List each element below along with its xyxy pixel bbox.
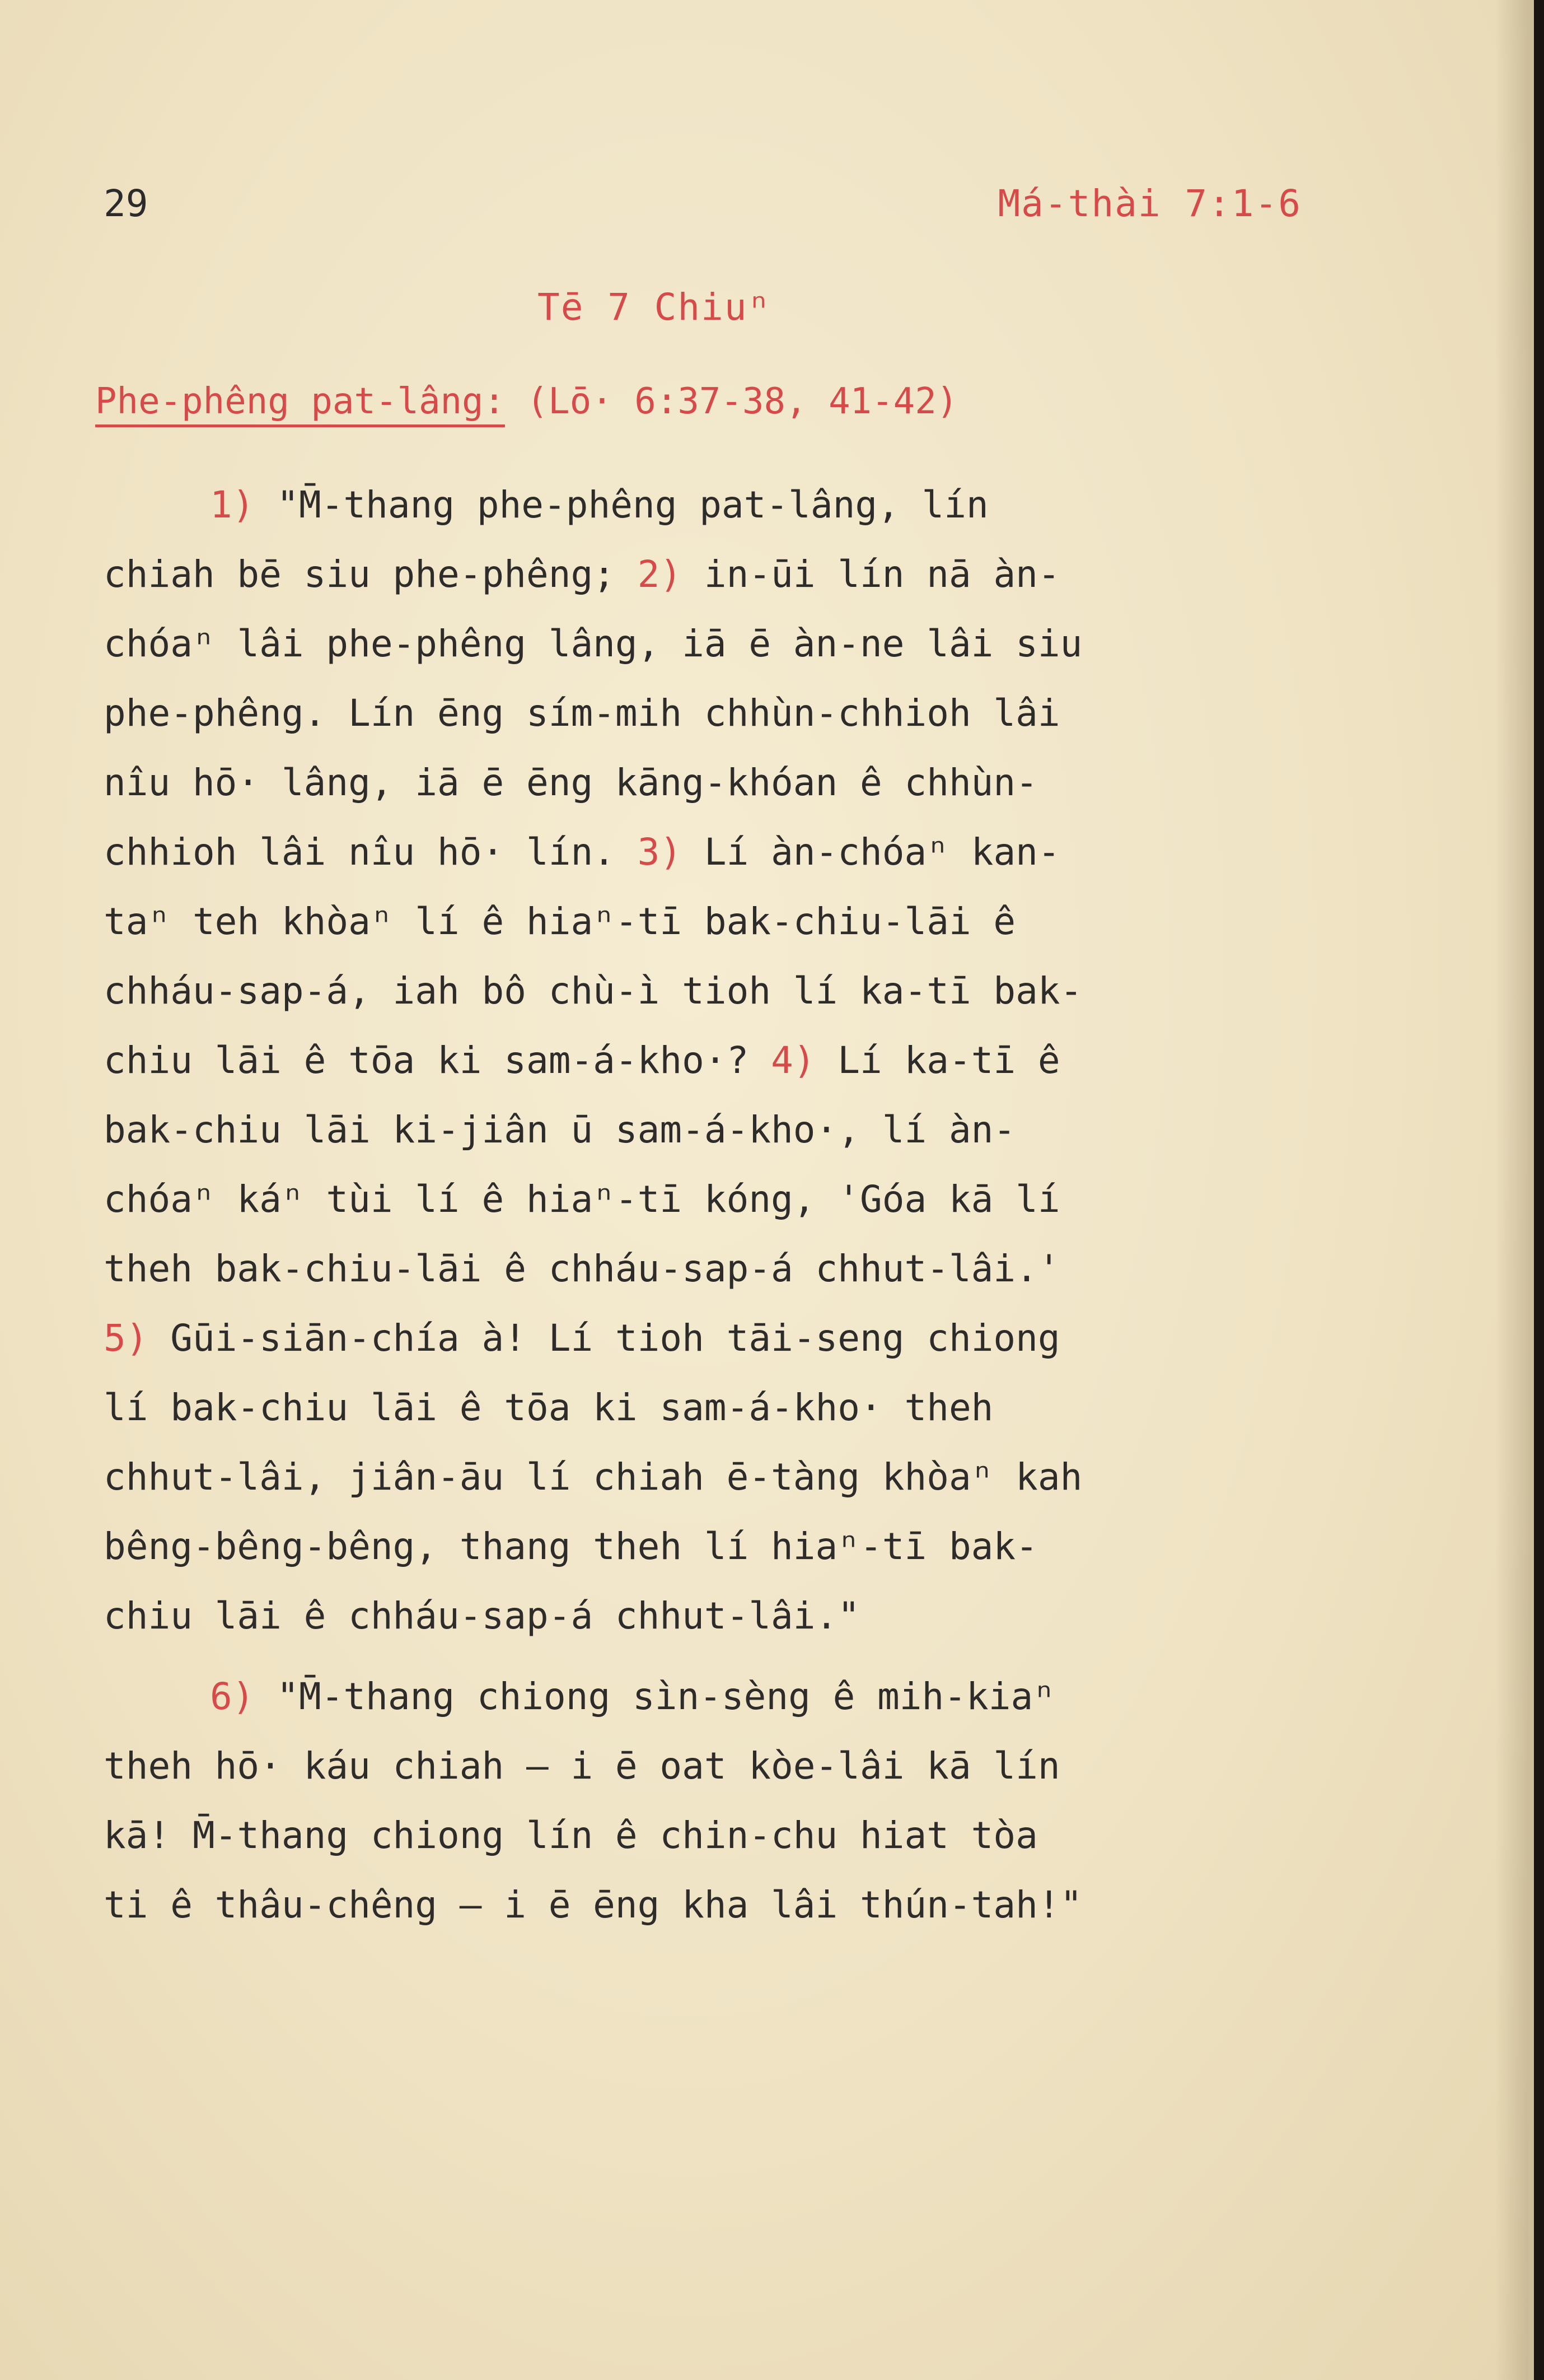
- verse-number: 3): [637, 830, 682, 874]
- text-line: [104, 748, 1391, 818]
- verse-text: chóaⁿ lâi phe-phêng lâng, iā ē àn-ne lâi siu: [104, 622, 1083, 665]
- text-line: [104, 609, 1391, 679]
- scripture-text: [104, 470, 1391, 1940]
- verse-text: in-ūi lín nā àn-: [682, 553, 1060, 596]
- verse-text: taⁿ teh khòaⁿ lí ê hiaⁿ-tī bak-chiu-lāi ê: [104, 900, 1016, 943]
- verse-number: 5): [104, 1317, 148, 1360]
- verse-text: Lí ka-tī ê: [815, 1039, 1060, 1082]
- text-line: [104, 1581, 1391, 1651]
- text-line: [104, 1165, 1391, 1234]
- section-reference: (Lō· 6:37-38, 41-42): [526, 381, 958, 422]
- verse-text: theh hō· káu chiah — i ē oat kòe-lâi kā lín: [104, 1744, 1060, 1788]
- text-line: [104, 470, 1391, 540]
- text-line: [104, 887, 1391, 956]
- verse-number: 2): [637, 553, 682, 596]
- verse-text: phe-phêng. Lín ēng sím-mih chhùn-chhioh lâi: [104, 692, 1060, 735]
- text-line: [104, 1026, 1391, 1095]
- verse-text: Lí àn-chóaⁿ kan-: [682, 830, 1060, 874]
- page-edge-shadow: [1495, 0, 1528, 2380]
- text-line: [104, 540, 1391, 609]
- verse-text: chháu-sap-á, iah bô chù-ì tioh lí ka-tī bak-: [104, 969, 1083, 1012]
- verse-text: chiu lāi ê chháu-sap-á chhut-lâi.": [104, 1594, 860, 1637]
- text-line: [104, 1095, 1391, 1165]
- verse-text: lí bak-chiu lāi ê tōa ki sam-á-kho· theh: [104, 1386, 994, 1429]
- chapter-title: Tē 7 Chiuⁿ: [537, 286, 771, 329]
- page-number: 29: [104, 182, 148, 225]
- text-line: [104, 818, 1391, 887]
- text-line: [104, 1443, 1391, 1512]
- text-line: [104, 1234, 1391, 1304]
- verse-text: nîu hō· lâng, iā ē ēng kāng-khóan ê chhùn-: [104, 761, 1038, 804]
- verse-number: 6): [210, 1675, 255, 1718]
- text-line: [104, 1373, 1391, 1443]
- verse-text: Gūi-siān-chía à! Lí tioh tāi-seng chiong: [148, 1317, 1060, 1360]
- verse-number: 4): [771, 1039, 816, 1082]
- section-heading: [95, 381, 958, 422]
- verse-number: 1): [210, 483, 255, 526]
- section-title: Phe-phêng pat-lâng:: [95, 381, 505, 427]
- text-line: [104, 1732, 1391, 1801]
- verse-text: ti ê thâu-chêng — i ē ēng kha lâi thún-tah!": [104, 1883, 1083, 1926]
- verse-text: chiu lāi ê tōa ki sam-á-kho·?: [104, 1039, 749, 1082]
- paragraph-gap: [104, 1651, 1391, 1662]
- text-line: [104, 1801, 1391, 1870]
- text-line: [104, 1662, 1391, 1732]
- verse-text: chiah bē siu phe-phêng;: [104, 553, 615, 596]
- verse-text: theh bak-chiu-lāi ê chháu-sap-á chhut-lâi.': [104, 1247, 1060, 1290]
- verse-text: "M̄-thang phe-phêng pat-lâng, lín: [254, 483, 989, 526]
- running-head: Má-thài 7:1-6: [998, 182, 1302, 225]
- text-line: [104, 956, 1391, 1026]
- page-header: [104, 182, 1302, 232]
- verse-text: bak-chiu lāi ki-jiân ū sam-á-kho·, lí àn-: [104, 1108, 1016, 1151]
- text-line: [104, 1512, 1391, 1581]
- text-line: [104, 1870, 1391, 1940]
- verse-text: chhioh lâi nîu hō· lín.: [104, 830, 615, 874]
- text-line: [104, 1304, 1391, 1373]
- verse-text: bêng-bêng-bêng, thang theh lí hiaⁿ-tī bak-: [104, 1525, 1038, 1568]
- verse-text: "M̄-thang chiong sìn-sèng ê mih-kiaⁿ: [254, 1675, 1055, 1718]
- verse-text: chhut-lâi, jiân-āu lí chiah ē-tàng khòaⁿ kah: [104, 1455, 1083, 1499]
- verse-text: chóaⁿ káⁿ tùi lí ê hiaⁿ-tī kóng, 'Góa kā lí: [104, 1178, 1060, 1221]
- text-line: [104, 679, 1391, 748]
- verse-text: kā! M̄-thang chiong lín ê chin-chu hiat tòa: [104, 1814, 1038, 1857]
